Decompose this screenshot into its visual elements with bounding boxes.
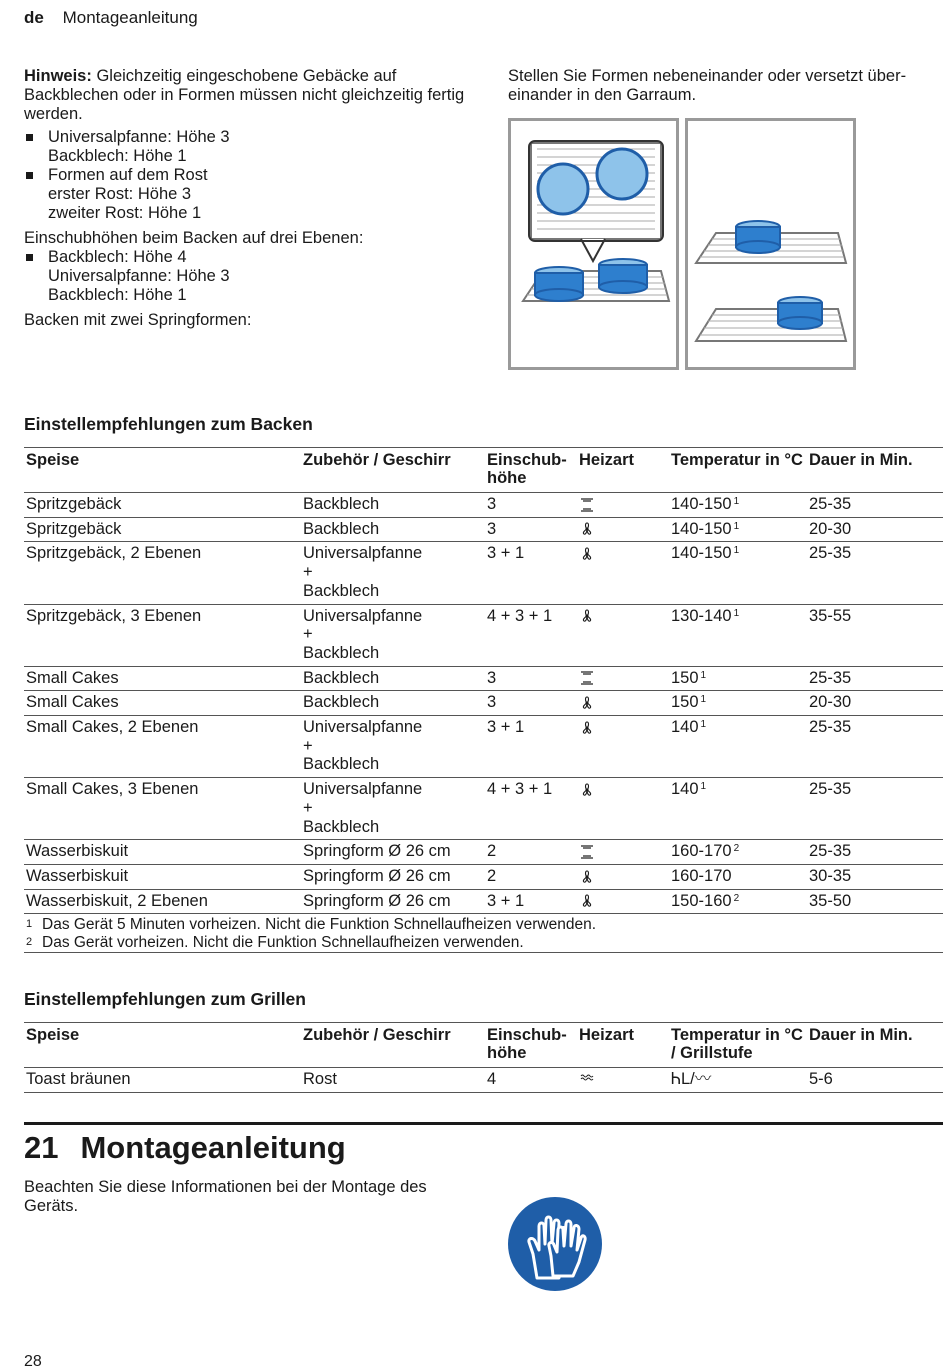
table-row: [24, 840, 943, 865]
temperature-value: 140-150: [671, 544, 732, 563]
temperature-cell: [669, 517, 807, 542]
duration-cell: 30-35: [809, 866, 852, 885]
hot-air-fan-icon: [579, 521, 595, 537]
accessory-cell: [301, 604, 485, 666]
accessory-line: Backblech: [303, 693, 380, 712]
accessory-line: +: [303, 563, 313, 582]
dish-cell: Small Cakes: [26, 693, 119, 712]
temperature-value: 140: [671, 780, 699, 799]
footnote-ref: 1: [733, 545, 740, 557]
footnote: [26, 916, 941, 934]
duration-cell: 35-55: [809, 606, 852, 625]
heat-mode-cell: [577, 864, 669, 889]
temperature-cell: [669, 840, 807, 865]
chapter-intro: Beachten Sie diese Informationen bei der Montage des Geräts.: [24, 1178, 427, 1215]
accessory-line: Springform Ø 26 cm: [303, 891, 451, 910]
footnote-mark: 2: [26, 935, 33, 948]
accessory-line: Backblech: [303, 495, 380, 513]
top-bottom-heat-icon: [579, 497, 595, 513]
hot-air-fan-icon: [579, 720, 595, 736]
accessory-line: Universalpfanne: [303, 544, 423, 563]
table-row: [24, 716, 943, 778]
dish-cell: Small Cakes, 3 Ebenen: [26, 780, 199, 799]
side-by-side-pans-image: [511, 121, 676, 367]
bullet-line: zweiter Rost: Höhe 1: [48, 204, 202, 222]
dish-cell: Wasserbiskuit, 2 Ebenen: [26, 891, 208, 910]
hot-air-fan-icon: [579, 695, 595, 711]
dish-cell: Spritzgebäck, 2 Ebenen: [26, 544, 202, 563]
top-bottom-heat-icon: [579, 844, 595, 860]
baking-table-header: [24, 448, 943, 493]
dish-cell: Wasserbiskuit: [26, 866, 129, 885]
chapter-number: 21: [24, 1130, 59, 1165]
temperature-cell: ᏂL/〰: [671, 1070, 712, 1088]
dish-cell: Small Cakes: [26, 668, 119, 687]
footnote-ref: 2: [733, 892, 740, 904]
temperature-cell: [669, 778, 807, 840]
temperature-cell: [669, 716, 807, 778]
accessory-line: Backblech: [303, 755, 380, 774]
accessory-cell: [301, 517, 485, 542]
heat-mode-cell: [577, 517, 669, 542]
accessory-line: Backblech: [303, 519, 380, 538]
note-text: Gleichzeitig eingeschobene Gebäcke auf Backblechen oder in Formen müssen nicht gleichzeitig fertig werden.: [24, 67, 465, 123]
bullet-item: [24, 128, 474, 166]
placement-text: Stellen Sie Formen nebeneinander oder versetzt über-einander in den Garraum.: [508, 67, 907, 104]
heat-mode-cell: [577, 691, 669, 716]
level-cell: 3 + 1: [487, 891, 525, 910]
accessory-line: +: [303, 798, 313, 817]
note-section: [24, 67, 474, 330]
bullet-item: [24, 248, 474, 305]
accessory-cell: [301, 889, 485, 914]
level-cell: 4 + 3 + 1: [487, 780, 553, 799]
footnote-ref: 1: [733, 520, 740, 532]
temperature-cell: [669, 542, 807, 604]
temperature-cell: [669, 493, 807, 518]
level-cell: 3: [487, 519, 497, 538]
temperature-cell: [669, 604, 807, 666]
heat-mode-cell: [577, 1068, 669, 1093]
accessory-cell: [301, 840, 485, 865]
table-row: [24, 778, 943, 840]
footnote-ref: 1: [700, 781, 707, 793]
column-header: Einschub-höhe: [487, 1026, 567, 1062]
duration-cell: 20-30: [809, 693, 852, 712]
duration-cell: 35-50: [809, 891, 852, 910]
accessory-line: Universalpfanne: [303, 780, 423, 799]
duration-cell: 25-35: [809, 668, 852, 687]
bullet-line: Universalpfanne: Höhe 3: [48, 267, 230, 285]
bullet-line: Backblech: Höhe 4: [48, 248, 187, 266]
accessory-line: Backblech: [303, 817, 380, 836]
footnotes-row: [24, 914, 943, 953]
accessory-cell: [301, 666, 485, 691]
column-header: Dauer in Min.: [809, 451, 913, 469]
dish-cell: Spritzgebäck: [26, 495, 122, 513]
temperature-cell: [669, 864, 807, 889]
temperature-value: 150: [671, 668, 699, 687]
page-number: 28: [24, 1353, 42, 1370]
bullet-line: Formen auf dem Rost: [48, 166, 208, 184]
accessory-cell: [301, 778, 485, 840]
temperature-value: 130-140: [671, 606, 732, 625]
accessory-line: Backblech: [303, 581, 380, 600]
level-cell: 3: [487, 693, 497, 712]
accessory-line: Springform Ø 26 cm: [303, 842, 451, 861]
level-cell: 3: [487, 668, 497, 687]
bullet-line: erster Rost: Höhe 3: [48, 185, 192, 203]
level-cell: 4: [487, 1070, 497, 1088]
heat-mode-cell: [577, 604, 669, 666]
bullet-item: [24, 166, 474, 223]
heat-mode-cell: [577, 542, 669, 604]
footnote-ref: 1: [700, 669, 707, 681]
heat-mode-cell: [577, 666, 669, 691]
column-header: Heizart: [579, 1026, 635, 1044]
top-bottom-heat-icon: [579, 670, 595, 686]
accessory-cell: [301, 716, 485, 778]
table-row: [24, 517, 943, 542]
column-header: Einschub-höhe: [487, 451, 567, 487]
note-paragraph: [24, 67, 474, 124]
level-cell: 3 + 1: [487, 718, 525, 737]
heat-mode-cell: [577, 716, 669, 778]
accessory-cell: [301, 691, 485, 716]
footnote-text: Das Gerät 5 Minuten vorheizen. Nicht die Funktion Schnellaufheizen verwenden.: [42, 916, 597, 934]
temperature-value: 160-170: [671, 842, 732, 861]
duration-cell: 25-35: [809, 780, 852, 799]
heat-mode-cell: [577, 493, 669, 518]
duration-cell: 25-35: [809, 495, 852, 513]
dish-cell: Toast bräunen: [26, 1070, 131, 1088]
baking-section-title: Einstellempfehlungen zum Backen: [24, 414, 313, 434]
column-header: Temperatur in °C / Grillstufe: [671, 1026, 803, 1062]
chapter-heading: [24, 1130, 346, 1166]
baking-table: [24, 447, 943, 953]
protective-gloves-icon: [507, 1196, 603, 1292]
temperature-value: 160-170: [671, 866, 732, 885]
footnote-ref: 1: [700, 694, 707, 706]
springform-intro: Backen mit zwei Springformen:: [24, 311, 252, 329]
stacked-pans-image: [688, 121, 853, 367]
accessory-line: +: [303, 736, 313, 755]
accessory-line: Universalpfanne: [303, 718, 423, 737]
heat-mode-cell: [577, 889, 669, 914]
hot-air-fan-icon: [579, 782, 595, 798]
column-header: Temperatur in °C: [671, 451, 803, 469]
footnotes-cell: [24, 914, 943, 953]
accessory-line: Backblech: [303, 668, 380, 687]
table-row: [24, 889, 943, 914]
dish-cell: Wasserbiskuit: [26, 842, 129, 861]
accessory-line: +: [303, 625, 313, 644]
bullet-line: Universalpfanne: Höhe 3: [48, 128, 230, 146]
dish-cell: Spritzgebäck, 3 Ebenen: [26, 606, 202, 625]
table-row: [24, 1068, 943, 1093]
three-levels-intro: Einschubhöhen beim Backen auf drei Ebenen:: [24, 229, 364, 247]
temperature-cell: [669, 666, 807, 691]
side-by-side-illustration: [508, 118, 679, 370]
footnote: [26, 934, 941, 952]
level-cell: 3: [487, 495, 497, 513]
grill-table: [24, 1022, 943, 1093]
duration-cell: 20-30: [809, 519, 852, 538]
temperature-value: 140: [671, 718, 699, 737]
grill-table-header: [24, 1023, 943, 1068]
accessory-cell: [301, 864, 485, 889]
level-cell: 4 + 3 + 1: [487, 606, 553, 625]
column-header: Speise: [26, 1026, 80, 1044]
accessory-line: Backblech: [303, 643, 380, 662]
temperature-cell: [669, 889, 807, 914]
temperature-value: 150-160: [671, 891, 732, 910]
table-row: [24, 666, 943, 691]
footnote-ref: 2: [733, 843, 740, 855]
heat-mode-cell: [577, 840, 669, 865]
accessory-line: Springform Ø 26 cm: [303, 866, 451, 885]
level-list-three: [24, 248, 474, 305]
heat-mode-cell: [577, 778, 669, 840]
footnote-ref: 1: [733, 496, 740, 507]
accessory-cell: [301, 542, 485, 604]
hot-air-fan-icon: [579, 869, 595, 885]
accessory-line: Universalpfanne: [303, 606, 423, 625]
temperature-value: 150: [671, 693, 699, 712]
table-row: [24, 493, 943, 518]
table-row: [24, 604, 943, 666]
table-row: [24, 691, 943, 716]
accessory-cell: Rost: [303, 1070, 337, 1088]
dish-cell: Spritzgebäck: [26, 519, 122, 538]
chapter-title: Montageanleitung: [80, 1130, 346, 1165]
footnote-text: Das Gerät vorheizen. Nicht die Funktion Schnellaufheizen verwenden.: [42, 933, 524, 951]
language-tag: de: [24, 8, 44, 27]
bullet-line: Backblech: Höhe 1: [48, 286, 187, 304]
column-header: Dauer in Min.: [809, 1026, 913, 1044]
level-cell: 2: [487, 842, 497, 861]
grill-icon: [579, 1072, 595, 1088]
dish-cell: Small Cakes, 2 Ebenen: [26, 718, 199, 737]
level-cell: 3 + 1: [487, 544, 525, 563]
temperature-cell: [669, 691, 807, 716]
duration-cell: 25-35: [809, 842, 852, 861]
footnote-ref: 1: [733, 607, 740, 619]
table-row: [24, 542, 943, 604]
hot-air-fan-icon: [579, 608, 595, 624]
footnote-ref: 1: [700, 719, 707, 731]
stacked-illustration: [685, 118, 856, 370]
column-header: Speise: [26, 451, 80, 469]
column-header: Zubehör / Geschirr: [303, 451, 451, 469]
hot-air-fan-icon: [579, 546, 595, 562]
accessory-cell: [301, 493, 485, 518]
temperature-value: 140-150: [671, 495, 732, 513]
footnote-mark: 1: [26, 918, 33, 931]
temperature-value: 140-150: [671, 519, 732, 538]
grill-section-title: Einstellempfehlungen zum Grillen: [24, 989, 306, 1009]
bullet-line: Backblech: Höhe 1: [48, 147, 187, 165]
level-cell: 2: [487, 866, 497, 885]
duration-cell: 25-35: [809, 718, 852, 737]
chapter-divider: [24, 1122, 943, 1125]
note-label: Hinweis:: [24, 67, 92, 85]
hot-air-fan-icon: [579, 893, 595, 909]
duration-cell: 5-6: [809, 1070, 833, 1088]
page-header: [24, 8, 198, 27]
duration-cell: 25-35: [809, 544, 852, 563]
column-header: Heizart: [579, 451, 635, 469]
table-row: [24, 864, 943, 889]
column-header: Zubehör / Geschirr: [303, 1026, 451, 1044]
header-title: Montageanleitung: [62, 8, 198, 27]
level-list-two: [24, 128, 474, 223]
